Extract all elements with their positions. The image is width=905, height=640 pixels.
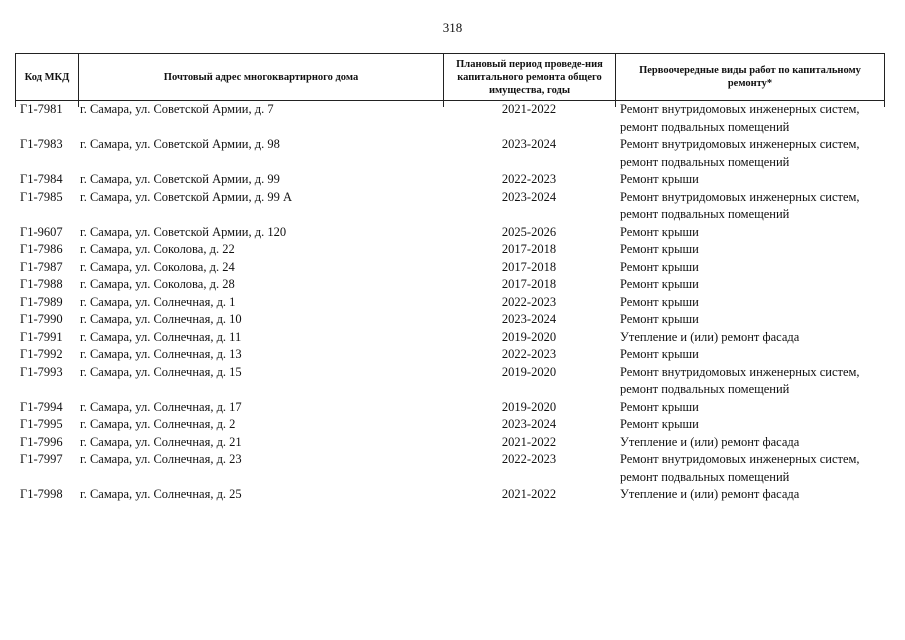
row-code: Г1-9607 <box>20 224 63 239</box>
table-header <box>15 53 885 101</box>
row-code: Г1-7985 <box>20 189 63 204</box>
table-row <box>15 416 885 434</box>
row-period: 2019-2020 <box>501 399 557 414</box>
row-period: 2021-2022 <box>501 434 557 449</box>
row-period: 2022-2023 <box>501 452 557 466</box>
row-code: Г1-7996 <box>20 434 63 449</box>
row-work: Ремонт крыши <box>620 399 699 414</box>
header-address: Почтовый адрес многоквартирного дома <box>79 54 444 100</box>
row-period: 2023-2024 <box>501 417 557 431</box>
row-work: Ремонт крыши <box>620 242 699 256</box>
row-work: Ремонт внутридомовых инженерных систем, ремонт подвальных помещений <box>620 189 860 221</box>
row-code: Г1-7990 <box>20 312 63 326</box>
table-row <box>15 399 885 417</box>
header-period: Плановый период проведе-ния капитального ремонта общего имущества, годы <box>444 54 616 100</box>
row-work: Ремонт внутридомовых инженерных систем, ремонт подвальных помещений <box>620 452 860 484</box>
row-address: г. Самара, ул. Солнечная, д. 10 <box>80 312 242 326</box>
table-row <box>15 101 885 136</box>
row-address: г. Самара, ул. Советской Армии, д. 99 <box>80 172 280 186</box>
row-address: г. Самара, ул. Солнечная, д. 21 <box>80 434 242 449</box>
row-period: 2022-2023 <box>501 347 557 361</box>
row-period: 2023-2024 <box>501 189 557 204</box>
row-code: Г1-7997 <box>20 452 63 466</box>
row-code: Г1-7983 <box>20 137 63 151</box>
table-row <box>15 241 885 259</box>
header-code: Код МКД <box>16 54 79 100</box>
table-row <box>15 224 885 242</box>
table-row <box>15 189 885 224</box>
table-row <box>15 329 885 347</box>
row-address: г. Самара, ул. Соколова, д. 22 <box>80 242 235 256</box>
row-period: 2023-2024 <box>501 137 557 151</box>
table-row <box>15 259 885 277</box>
table-row <box>15 171 885 189</box>
row-work: Ремонт крыши <box>620 347 699 361</box>
row-period: 2019-2020 <box>501 364 557 379</box>
row-address: г. Самара, ул. Солнечная, д. 1 <box>80 294 236 309</box>
row-code: Г1-7998 <box>20 487 63 501</box>
row-work: Ремонт крыши <box>620 277 699 291</box>
table-row <box>15 451 885 486</box>
row-address: г. Самара, ул. Солнечная, д. 11 <box>80 329 242 344</box>
row-period: 2017-2018 <box>501 259 557 274</box>
table-row <box>15 311 885 329</box>
row-work: Ремонт крыши <box>620 312 699 326</box>
row-code: Г1-7992 <box>20 347 63 361</box>
row-period: 2021-2022 <box>501 102 557 116</box>
page-number: 318 <box>442 20 463 35</box>
row-work: Ремонт крыши <box>620 417 699 431</box>
row-work: Утепление и (или) ремонт фасада <box>620 329 800 344</box>
row-address: г. Самара, ул. Советской Армии, д. 98 <box>80 137 280 151</box>
row-period: 2021-2022 <box>501 487 557 501</box>
row-period: 2023-2024 <box>501 312 557 326</box>
row-work: Ремонт крыши <box>620 224 699 239</box>
row-address: г. Самара, ул. Соколова, д. 24 <box>80 259 235 274</box>
row-address: г. Самара, ул. Солнечная, д. 13 <box>80 347 242 361</box>
row-work: Ремонт крыши <box>620 294 699 309</box>
row-address: г. Самара, ул. Солнечная, д. 15 <box>80 364 242 379</box>
table-row <box>15 136 885 171</box>
row-work: Утепление и (или) ремонт фасада <box>620 434 800 449</box>
row-code: Г1-7981 <box>20 102 63 116</box>
row-code: Г1-7984 <box>20 172 63 186</box>
table-row <box>15 364 885 399</box>
row-code: Г1-7987 <box>20 259 63 274</box>
row-address: г. Самара, ул. Солнечная, д. 17 <box>80 399 242 414</box>
row-code: Г1-7993 <box>20 364 63 379</box>
row-code: Г1-7989 <box>20 294 63 309</box>
row-work: Ремонт внутридомовых инженерных систем, ремонт подвальных помещений <box>620 364 860 396</box>
row-address: г. Самара, ул. Солнечная, д. 2 <box>80 417 236 431</box>
row-work: Ремонт крыши <box>620 172 699 186</box>
row-code: Г1-7994 <box>20 399 63 414</box>
header-works: Первоочередные виды работ по капитальному ремонту* <box>639 65 861 89</box>
row-work: Ремонт крыши <box>620 259 699 274</box>
row-address: г. Самара, ул. Солнечная, д. 25 <box>80 487 242 501</box>
row-work: Утепление и (или) ремонт фасада <box>620 487 800 501</box>
row-code: Г1-7995 <box>20 417 63 431</box>
row-code: Г1-7991 <box>20 329 63 344</box>
row-period: 2019-2020 <box>501 329 557 344</box>
row-work: Ремонт внутридомовых инженерных систем, ремонт подвальных помещений <box>620 102 860 134</box>
row-work: Ремонт внутридомовых инженерных систем, ремонт подвальных помещений <box>620 137 860 169</box>
table-body <box>15 101 885 504</box>
row-code: Г1-7986 <box>20 242 63 256</box>
table-row <box>15 346 885 364</box>
row-period: 2017-2018 <box>501 277 557 291</box>
row-address: г. Самара, ул. Советской Армии, д. 120 <box>80 224 287 239</box>
row-period: 2017-2018 <box>501 242 557 256</box>
row-period: 2025-2026 <box>501 224 557 239</box>
row-address: г. Самара, ул. Советской Армии, д. 99 А <box>80 189 292 204</box>
table-row <box>15 294 885 312</box>
row-code: Г1-7988 <box>20 277 63 291</box>
row-address: г. Самара, ул. Солнечная, д. 23 <box>80 452 242 466</box>
row-address: г. Самара, ул. Советской Армии, д. 7 <box>80 102 274 116</box>
table-row <box>15 276 885 294</box>
table-row <box>15 486 885 504</box>
row-period: 2022-2023 <box>501 172 557 186</box>
row-address: г. Самара, ул. Соколова, д. 28 <box>80 277 235 291</box>
table-row <box>15 434 885 452</box>
row-period: 2022-2023 <box>501 294 557 309</box>
